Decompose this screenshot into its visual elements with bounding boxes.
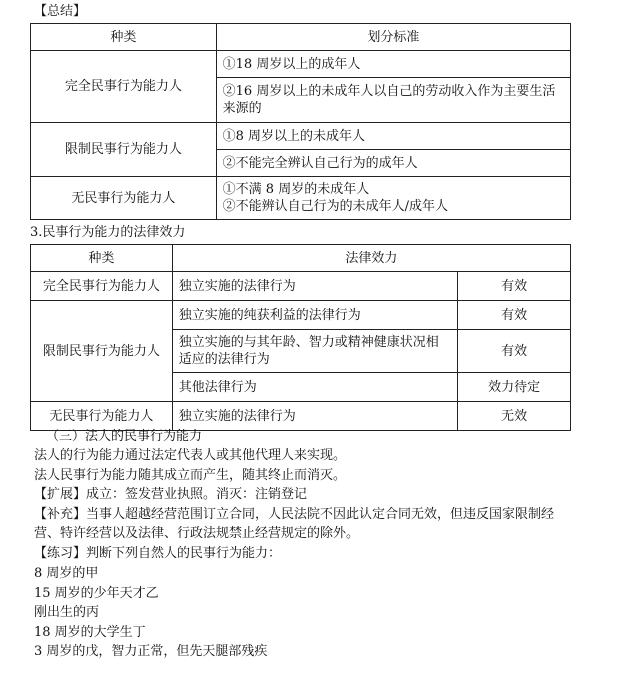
- section-3-title: 3.民事行为能力的法律效力: [30, 225, 186, 240]
- table-row: [31, 177, 571, 220]
- table-row: [31, 123, 571, 150]
- table-row: [31, 402, 571, 431]
- act-cell: 独立实施的纯获利益的法律行为: [172, 301, 457, 330]
- legal-effect-table: [30, 244, 571, 431]
- table-row: [31, 272, 571, 301]
- result-cell: 效力待定: [458, 373, 571, 402]
- act-cell: 独立实施的与其年龄、智力或精神健康状况相适应的法律行为: [172, 330, 457, 373]
- criteria-line: ①不满 8 周岁的未成年人: [222, 182, 370, 197]
- exercise-item: 18 周岁的大学生丁: [34, 625, 146, 640]
- table-header-row: [31, 24, 571, 51]
- exercise-item: 15 周岁的少年天才乙: [34, 586, 159, 601]
- exercise-item: 3 周岁的戊，智力正常，但先天腿部残疾: [34, 644, 268, 659]
- act-cell: 独立实施的法律行为: [172, 402, 457, 431]
- exercise-title: 【练习】判断下列自然人的民事行为能力：: [34, 546, 282, 561]
- type-limited-capacity: 限制民事行为能力人: [31, 123, 217, 177]
- act-cell: 其他法律行为: [172, 373, 457, 402]
- table-row: [31, 301, 571, 330]
- criteria-cell: ②16 周岁以上的未成年人以自己的劳动收入作为主要生活来源的: [216, 78, 570, 123]
- legal-person-text-1: 法人的行为能力通过法定代表人或其他代理人来实现。: [34, 448, 347, 463]
- exercise-item: 8 周岁的甲: [34, 566, 99, 581]
- table-row: [31, 51, 571, 78]
- criteria-cell: [216, 177, 570, 220]
- exercise-item: 刚出生的丙: [34, 605, 100, 620]
- header-effect: 法律效力: [172, 245, 570, 272]
- legal-person-text-2: 法人民事行为能力随其成立而产生，随其终止而消灭。: [34, 468, 347, 483]
- criteria-cell: ①8 周岁以上的未成年人: [216, 123, 570, 150]
- header-type: 种类: [31, 245, 173, 272]
- supplement-note-line-2: 营、特许经营以及法律、行政法规禁止经营规定的除外。: [34, 526, 360, 541]
- table-header-row: [31, 245, 571, 272]
- result-cell: 有效: [458, 330, 571, 373]
- summary-heading: 【总结】: [34, 4, 87, 19]
- type-full-capacity: 完全民事行为能力人: [31, 51, 217, 123]
- capacity-classification-table: [30, 23, 571, 220]
- result-cell: 无效: [458, 402, 571, 431]
- extension-note: 【扩展】成立：签发营业执照。消灭：注销登记: [34, 487, 308, 502]
- act-cell: 独立实施的法律行为: [172, 272, 457, 301]
- result-cell: 有效: [458, 301, 571, 330]
- header-type: 种类: [31, 24, 217, 51]
- criteria-cell: ①18 周岁以上的成年人: [216, 51, 570, 78]
- result-cell: 有效: [458, 272, 571, 301]
- type-no-capacity: 无民事行为能力人: [31, 177, 217, 220]
- criteria-cell: ②不能完全辨认自己行为的成年人: [216, 150, 570, 177]
- type-full-capacity: 完全民事行为能力人: [31, 272, 173, 301]
- criteria-line: ②不能辨认自己行为的未成年人/成年人: [222, 199, 449, 214]
- supplement-note-line-1: 【补充】当事人超越经营范围订立合同，人民法院不因此认定合同无效，但违反国家限制经: [34, 507, 555, 522]
- type-no-capacity: 无民事行为能力人: [31, 402, 173, 431]
- header-criteria: 划分标准: [216, 24, 570, 51]
- type-limited-capacity: 限制民事行为能力人: [31, 301, 173, 402]
- legal-person-title: （三）法人的民事行为能力: [46, 429, 203, 444]
